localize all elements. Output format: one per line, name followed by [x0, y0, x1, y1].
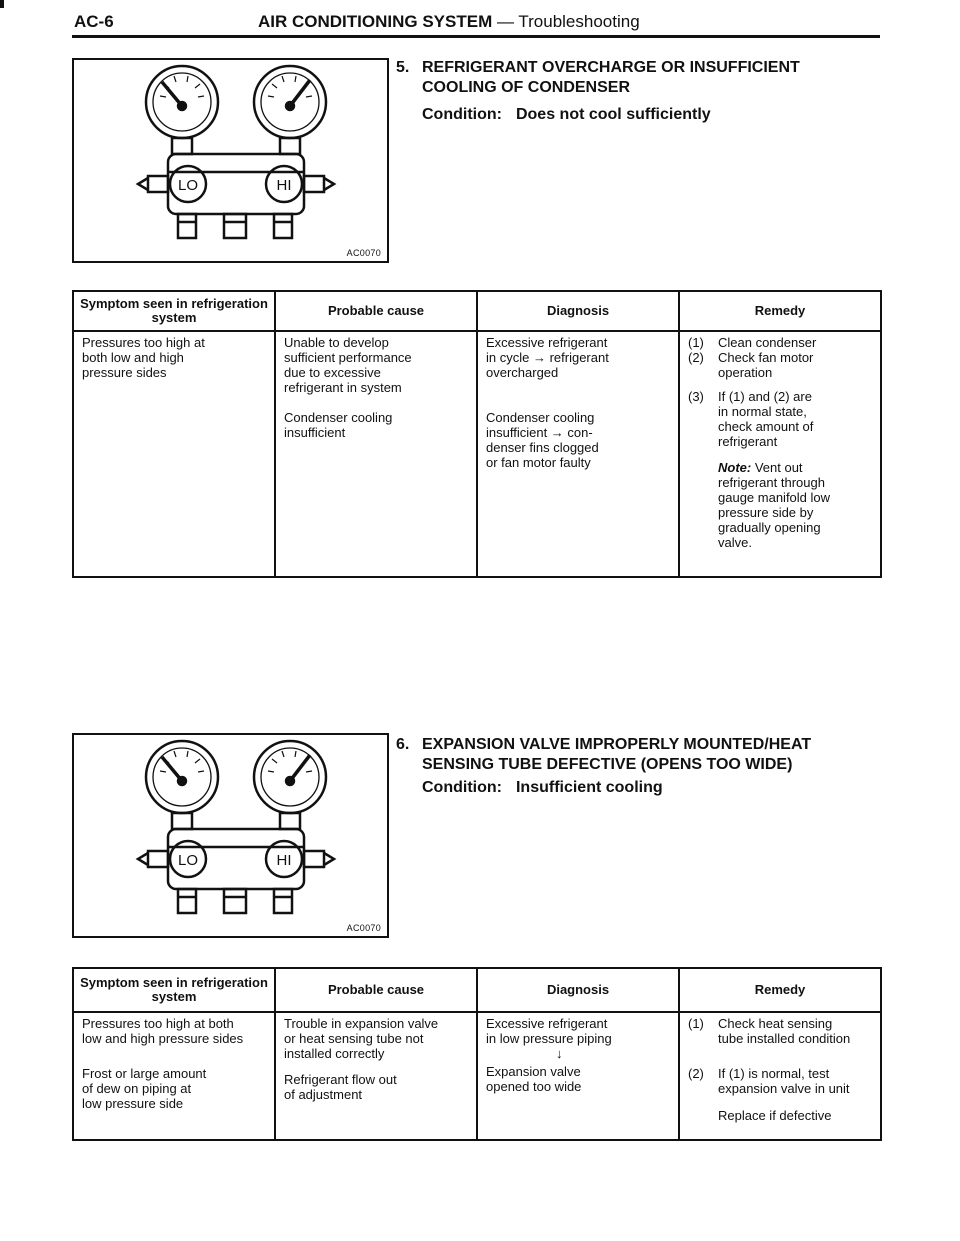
diagnosis-cell	[477, 331, 679, 577]
symptom-text: Frost or large amount of dew on piping at low pressure side	[82, 1066, 207, 1111]
section-heading-6	[396, 735, 936, 779]
diagnosis-text: Excessive refrigerant in low pressure piping	[486, 1016, 612, 1046]
column-header: Symptom seen in refrigeration system	[73, 291, 275, 331]
remedy-item: (1) Clean condenser	[688, 335, 817, 350]
column-header: Diagnosis	[477, 968, 679, 1012]
section-heading-5	[396, 58, 916, 102]
gauge-hi-label: HI	[276, 177, 292, 194]
figure-caption: AC0070	[346, 923, 381, 933]
note-text: Vent out refrigerant through gauge manifold low pressure side by gradually opening valve.	[718, 460, 831, 550]
cause-cell	[275, 331, 477, 577]
page-title-main: AIR CONDITIONING SYSTEM	[258, 12, 493, 31]
arrow-down-icon: ↓	[556, 1046, 563, 1061]
remedy-cell	[679, 331, 881, 577]
remedy-note	[688, 460, 874, 550]
diagnosis-text: Excessive refrigerant in cycle → refrigerant overcharged	[486, 335, 609, 380]
diagnosis-cell	[477, 1012, 679, 1140]
column-header: Symptom seen in refrigeration system	[73, 968, 275, 1012]
column-header: Probable cause	[275, 968, 477, 1012]
column-header: Remedy	[679, 291, 881, 331]
gauge-manifold-icon	[74, 735, 387, 936]
header-rule	[72, 35, 880, 38]
condition-value: Does not cool sufficiently	[515, 106, 711, 123]
troubleshooting-table-6	[72, 967, 882, 1141]
remedy-cell	[679, 1012, 881, 1140]
gauge-lo-label: LO	[177, 177, 199, 194]
remedy-item: (3) If (1) and (2) are in normal state, check amount of refrigerant	[688, 389, 814, 449]
cause-text: Unable to develop sufficient performance due to excessive refrigerant in system	[284, 335, 412, 395]
remedy-item: (2) If (1) is normal, test expansion valve in unit	[688, 1066, 850, 1096]
page-title	[258, 12, 640, 32]
column-header: Probable cause	[275, 291, 477, 331]
section-number: 6.	[396, 736, 410, 753]
gauge-hi-label: HI	[276, 852, 292, 869]
cause-text: Refrigerant flow out of adjustment	[284, 1072, 397, 1102]
section-title: REFRIGERANT OVERCHARGE OR INSUFFICIENT COOLING OF CONDENSER	[422, 59, 800, 96]
symptom-text: Pressures too high at both low and high pressure sides	[82, 335, 205, 380]
condition-label: Condition:	[422, 106, 502, 123]
section-title: EXPANSION VALVE IMPROPERLY MOUNTED/HEAT SENSING TUBE DEFECTIVE (OPENS TOO WIDE)	[422, 736, 812, 773]
symptom-cell	[73, 331, 275, 577]
section-number: 5.	[396, 59, 410, 76]
remedy-extra: Replace if defective	[718, 1108, 832, 1123]
section-condition-5	[422, 106, 711, 124]
column-header: Remedy	[679, 968, 881, 1012]
remedy-item: (2) Check fan motor operation	[688, 350, 814, 380]
gauge-manifold-figure-1	[72, 58, 389, 263]
condition-label: Condition:	[422, 779, 502, 796]
column-header: Diagnosis	[477, 291, 679, 331]
section-condition-6	[422, 779, 663, 797]
troubleshooting-table-5	[72, 290, 882, 578]
diagnosis-text: Expansion valve opened too wide	[486, 1064, 582, 1094]
gauge-lo-label: LO	[177, 852, 199, 869]
diagnosis-text: Condenser cooling insufficient → con- denser fins clogged or fan motor faulty	[486, 410, 599, 470]
cause-text: Trouble in expansion valve or heat sensing tube not installed correctly	[284, 1016, 439, 1061]
note-label: Note:	[718, 460, 752, 475]
cause-cell	[275, 1012, 477, 1140]
figure-caption: AC0070	[346, 248, 381, 258]
gauge-manifold-figure-2	[72, 733, 389, 938]
symptom-cell	[73, 1012, 275, 1140]
page-id: AC-6	[74, 12, 114, 31]
cause-text: Condenser cooling insufficient	[284, 410, 393, 440]
symptom-text: Pressures too high at both low and high pressure sides	[82, 1016, 244, 1046]
gauge-manifold-icon	[74, 60, 387, 261]
condition-value: Insufficient cooling	[515, 779, 663, 796]
page-title-sub: — Troubleshooting	[492, 12, 640, 31]
remedy-item: (1) Check heat sensing tube installed condition	[688, 1016, 851, 1046]
page-header	[0, 0, 960, 40]
